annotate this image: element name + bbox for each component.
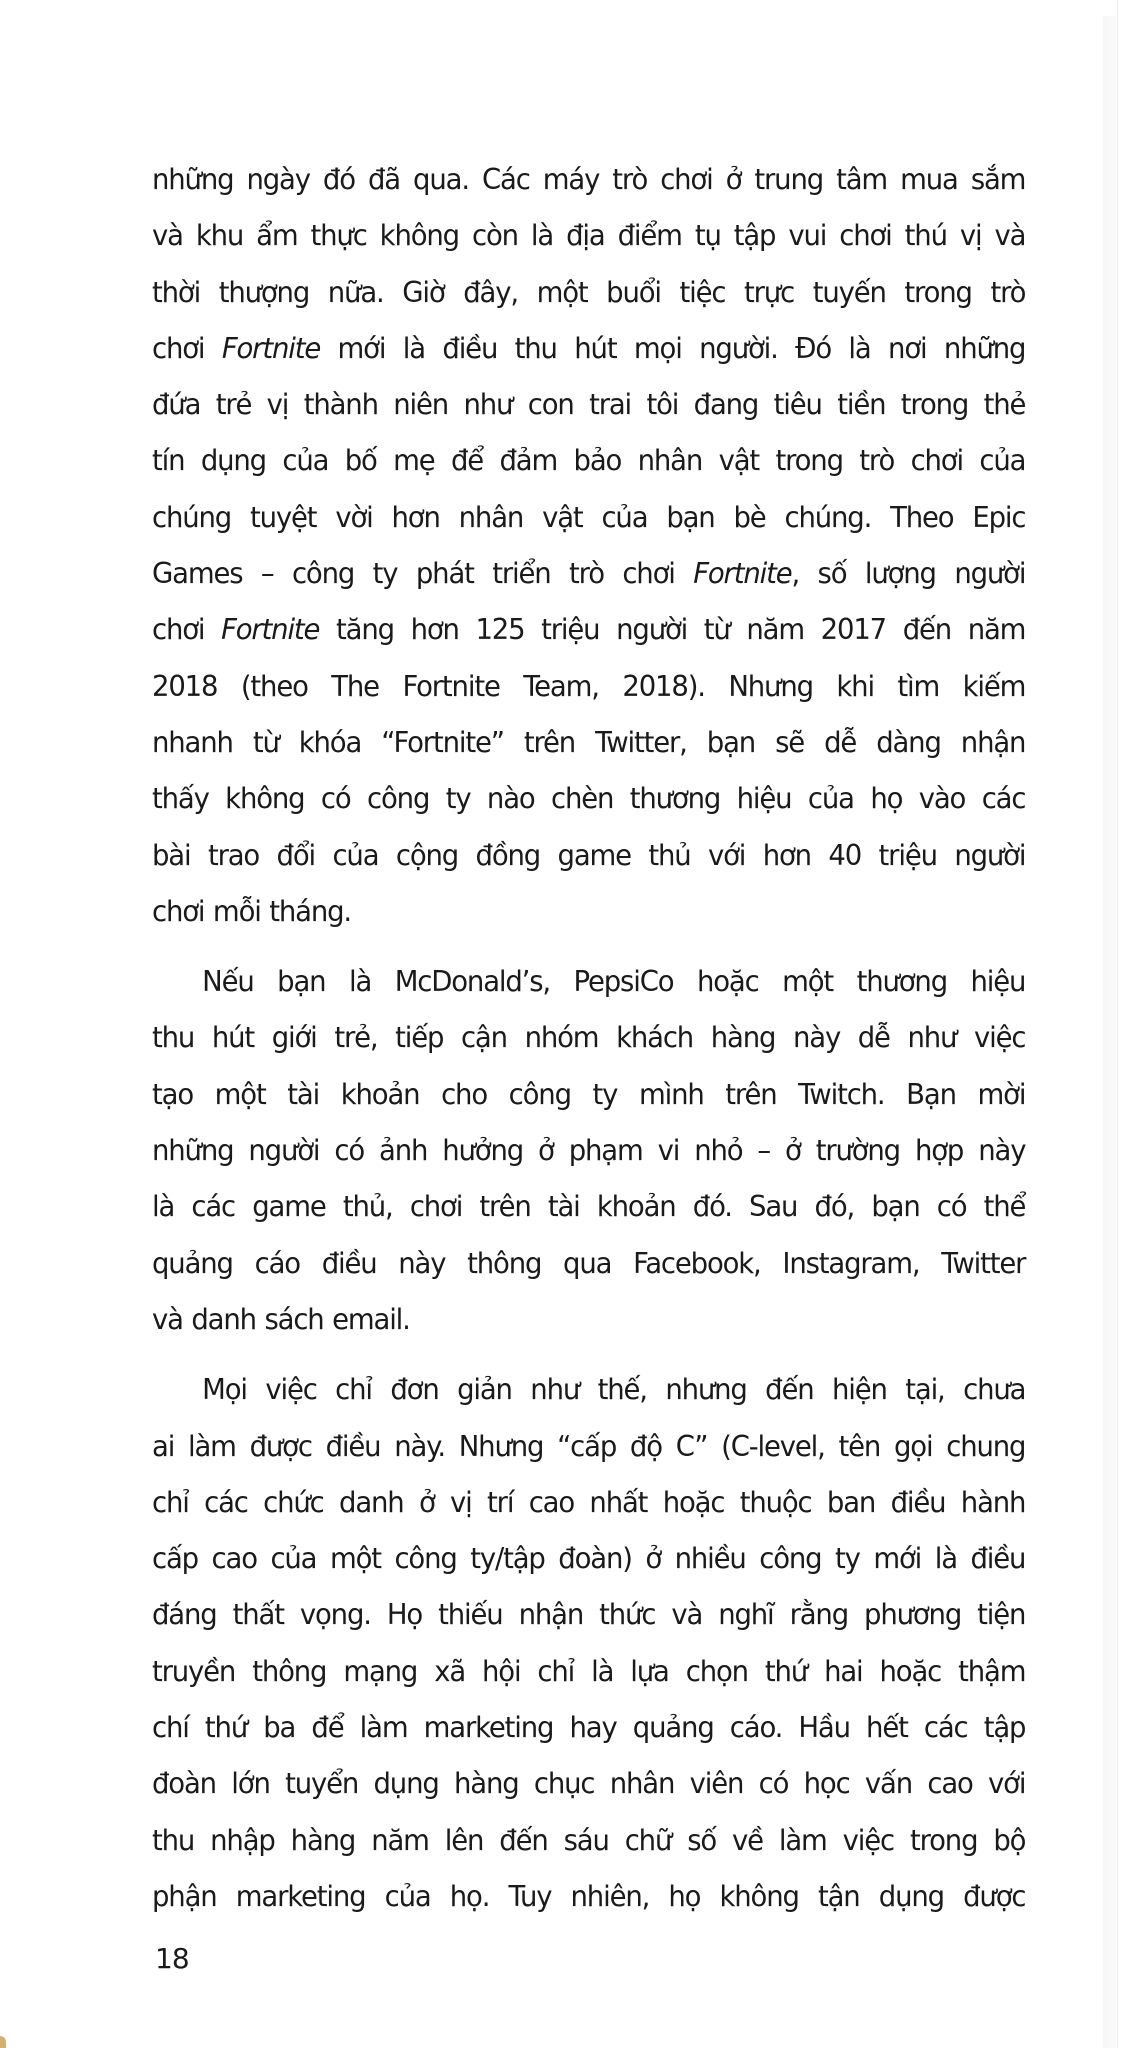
text-segment: thu hút giới trẻ, tiếp cận nhóm khách hàng này dễ như việc	[152, 1021, 1026, 1055]
text-segment: thời thượng nữa. Giờ đây, một buổi tiệc trực tuyến trong trò	[152, 275, 1026, 309]
italic-title-text: Fortnite	[221, 613, 320, 647]
text-line	[152, 208, 1025, 264]
text-segment: đoàn lớn tuyển dụng hàng chục nhân viên có học vấn cao với	[152, 1767, 1026, 1801]
text-line	[152, 1813, 1025, 1869]
text-line	[152, 771, 1025, 827]
text-line	[152, 1587, 1025, 1643]
text-segment: chỉ các chức danh ở vị trí cao nhất hoặc thuộc ban điều hành	[152, 1485, 1026, 1519]
page-edge-shadow	[1103, 16, 1117, 2048]
text-segment: chơi	[152, 613, 222, 647]
paragraph	[152, 152, 1025, 940]
text-segment: chơi	[152, 331, 222, 365]
text-line	[152, 884, 1025, 940]
text-segment: tín dụng của bố mẹ để đảm bảo nhân vật trong trò chơi của	[152, 444, 1026, 478]
text-line	[152, 1362, 1025, 1418]
text-line	[152, 1292, 1025, 1348]
text-line	[152, 321, 1025, 377]
text-segment: thu nhập hàng năm lên đến sáu chữ số về làm việc trong bộ	[152, 1823, 1026, 1857]
text-line	[152, 1869, 1025, 1925]
text-line	[152, 1475, 1025, 1531]
text-segment: chơi mỗi tháng.	[152, 894, 352, 928]
text-segment: Games – công ty phát triển trò chơi	[152, 557, 694, 591]
text-line	[152, 546, 1025, 602]
text-segment: tạo một tài khoản cho công ty mình trên Twitch. Bạn mời	[152, 1077, 1026, 1111]
italic-title-text: Fortnite	[693, 557, 792, 591]
text-line	[152, 265, 1025, 321]
italic-title-text: Fortnite	[221, 331, 321, 365]
paragraph	[152, 954, 1025, 1348]
text-segment: những ngày đó đã qua. Các máy trò chơi ở trung tâm mua sắm	[152, 163, 1026, 196]
text-segment: ai làm được điều này. Nhưng “cấp độ C” (C-level, tên gọi chung	[152, 1429, 1026, 1463]
text-segment: phận marketing của họ. Tuy nhiên, họ không tận dụng được	[152, 1879, 1026, 1913]
text-line	[152, 152, 1025, 208]
text-segment: những người có ảnh hưởng ở phạm vi nhỏ – ở trường hợp này	[152, 1134, 1026, 1168]
text-segment: chí thứ ba để làm marketing hay quảng cáo. Hầu hết các tập	[152, 1711, 1026, 1745]
text-line	[152, 1179, 1025, 1235]
text-line	[152, 602, 1025, 658]
text-line	[152, 1700, 1025, 1756]
scan-corner-artifact	[0, 2036, 6, 2048]
text-line	[152, 1123, 1025, 1179]
text-segment: mới là điều thu hút mọi người. Đó là nơi những	[320, 331, 1026, 365]
text-segment: truyền thông mạng xã hội chỉ là lựa chọn thứ hai hoặc thậm	[152, 1654, 1026, 1688]
text-line	[152, 1644, 1025, 1700]
text-segment: Nếu bạn là McDonald’s, PepsiCo hoặc một thương hiệu	[202, 965, 1026, 999]
text-line	[152, 1067, 1025, 1123]
text-segment: và danh sách email.	[152, 1302, 410, 1336]
text-segment: bài trao đổi của cộng đồng game thủ với hơn 40 triệu người	[152, 838, 1026, 872]
text-segment: chúng tuyệt vời hơn nhân vật của bạn bè chúng. Theo Epic	[152, 500, 1026, 534]
text-segment: Mọi việc chỉ đơn giản như thế, nhưng đến hiện tại, chưa	[202, 1373, 1026, 1407]
text-segment: đứa trẻ vị thành niên như con trai tôi đang tiêu tiền trong thẻ	[152, 388, 1026, 422]
text-line	[152, 1531, 1025, 1587]
text-line	[152, 954, 1025, 1010]
text-segment: và khu ẩm thực không còn là địa điểm tụ tập vui chơi thú vị và	[152, 219, 1026, 253]
page-number: 18	[155, 1942, 189, 1975]
text-line	[152, 715, 1025, 771]
text-line	[152, 828, 1025, 884]
paragraph	[152, 1362, 1025, 1925]
text-segment: nhanh từ khóa “Fortnite” trên Twitter, bạn sẽ dễ dàng nhận	[152, 725, 1026, 759]
text-segment: đáng thất vọng. Họ thiếu nhận thức và nghĩ rằng phương tiện	[152, 1598, 1026, 1632]
text-line	[152, 659, 1025, 715]
text-segment: cấp cao của một công ty/tập đoàn) ở nhiều công ty mới là điều	[152, 1542, 1026, 1576]
text-segment: 2018 (theo The Fortnite Team, 2018). Nhưng khi tìm kiếm	[152, 669, 1026, 703]
text-segment: thấy không có công ty nào chèn thương hiệu của họ vào các	[152, 782, 1026, 816]
text-segment: tăng hơn 125 triệu người từ năm 2017 đến năm	[319, 613, 1026, 647]
text-line	[152, 490, 1025, 546]
text-segment: quảng cáo điều này thông qua Facebook, Instagram, Twitter	[152, 1246, 1026, 1280]
text-segment: là các game thủ, chơi trên tài khoản đó. Sau đó, bạn có thể	[152, 1190, 1026, 1224]
text-line	[152, 377, 1025, 433]
body-text	[152, 152, 1025, 1925]
text-line	[152, 433, 1025, 489]
text-line	[152, 1236, 1025, 1292]
text-segment: , số lượng người	[791, 557, 1026, 591]
text-line	[152, 1010, 1025, 1066]
text-line	[152, 1756, 1025, 1812]
text-line	[152, 1419, 1025, 1475]
